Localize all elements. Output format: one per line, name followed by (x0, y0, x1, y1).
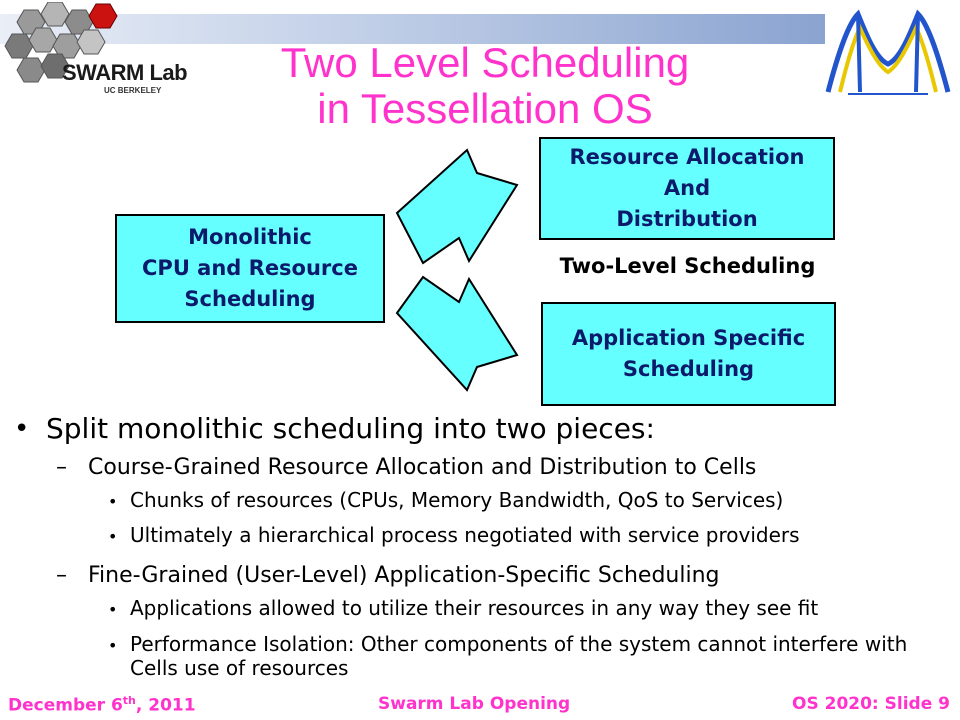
two-level-scheduling-label: Two-Level Scheduling (559, 254, 816, 278)
upper-arrow (397, 150, 517, 263)
split-arrows (395, 145, 535, 395)
resource-allocation-label: Resource Allocation And Distribution (569, 145, 805, 231)
slide-title-line-2: in Tessellation OS (317, 85, 653, 132)
tessellation-m-logo (818, 4, 958, 104)
resource-allocation-box (539, 137, 835, 240)
swarm-lab-logo-text: SWARM Lab (62, 60, 188, 85)
main-bullet: Split monolithic scheduling into two pieces: (46, 412, 655, 445)
slide-title-line-1: Two Level Scheduling (280, 39, 690, 86)
footer-date-suffix: , 2011 (135, 695, 196, 716)
lower-arrow (397, 277, 517, 390)
sub-bullet-dash: – (56, 455, 67, 480)
sub-sub-bullet-chunks: Chunks of resources (CPUs, Memory Bandwidth, QoS to Services) (130, 488, 784, 512)
bullet-dot: • (108, 492, 118, 511)
bullet-dot: • (108, 527, 118, 546)
monolithic-scheduling-box (115, 214, 385, 323)
bullet-dot: • (108, 636, 118, 655)
sub-bullet-fine: Fine-Grained (User-Level) Application-Specific Scheduling (88, 563, 720, 588)
footer-center: Swarm Lab Opening (378, 694, 571, 714)
footer-date-sup: th (122, 694, 136, 707)
sub-sub-bullet-hierarchical: Ultimately a hierarchical process negotiated with service providers (130, 523, 800, 547)
bullet-dot: • (108, 600, 118, 619)
hexagon-cluster-icon (4, 2, 190, 102)
sub-sub-bullet-applications: Applications allowed to utilize their resources in any way they see fit (130, 596, 819, 620)
slide-title (180, 40, 790, 132)
sub-bullet-dash: – (56, 563, 67, 588)
swarm-lab-logo-subtext: UC BERKELEY (104, 86, 162, 95)
application-specific-label: Application Specific Scheduling (571, 326, 806, 381)
bullet-dot: • (14, 414, 30, 444)
sub-bullet-coarse: Course-Grained Resource Allocation and Distribution to Cells (88, 455, 757, 480)
monolithic-scheduling-label: Monolithic CPU and Resource Scheduling (142, 225, 358, 311)
footer-date (8, 694, 196, 716)
footer-slide-number: OS 2020: Slide 9 (792, 694, 950, 714)
swarm-lab-logo (4, 2, 190, 102)
m-bridge-logo-icon (818, 4, 958, 104)
sub-sub-bullet-isolation: Performance Isolation: Other components of the system cannot interfere with Cells use of resources (130, 632, 908, 680)
application-specific-box (541, 302, 836, 406)
footer-date-prefix: December 6 (8, 695, 123, 716)
